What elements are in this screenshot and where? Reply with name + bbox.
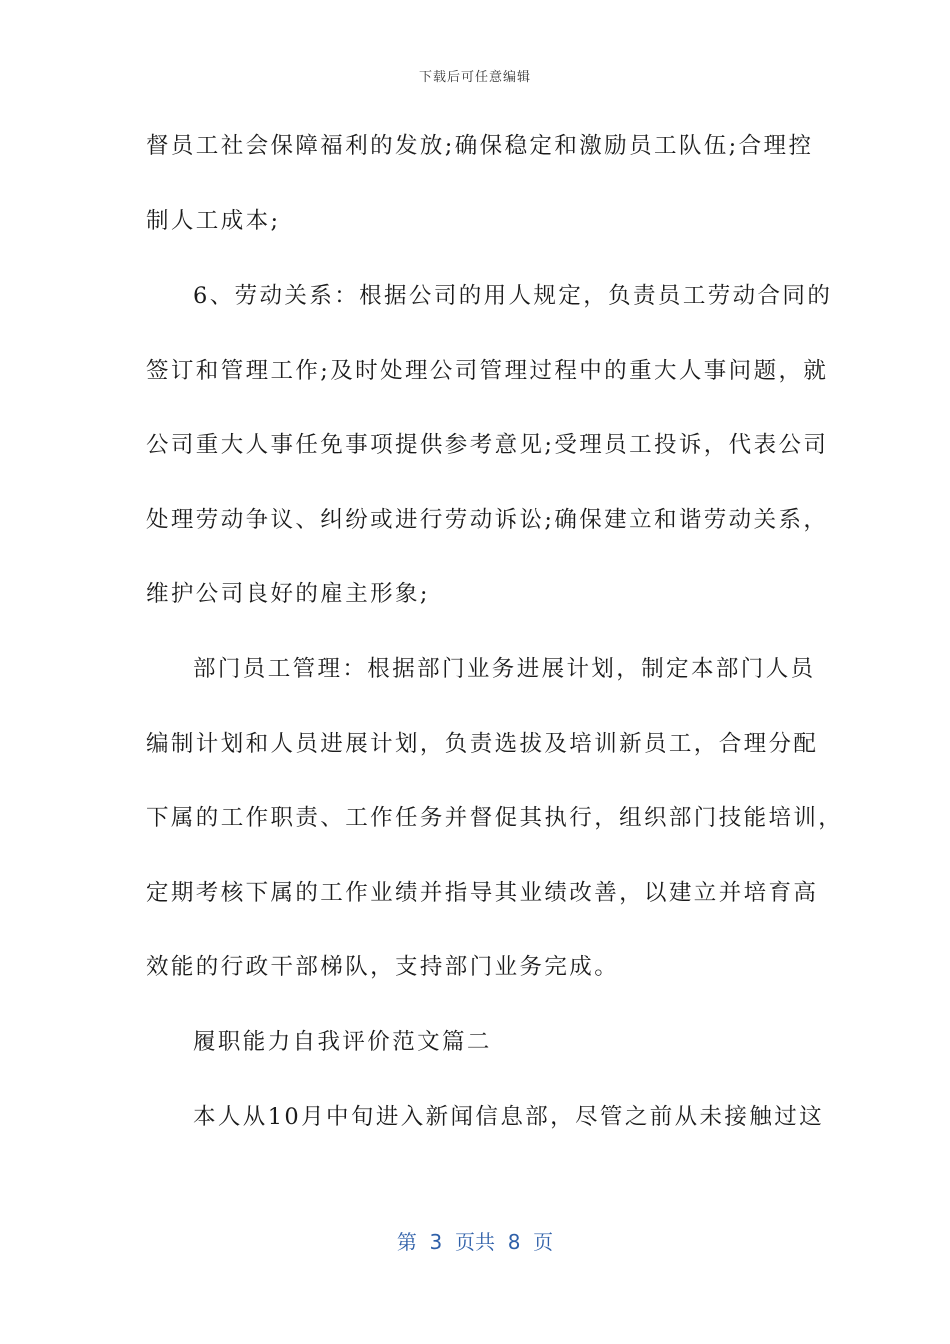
text-line: 本人从10月中旬进入新闻信息部，尽管之前从未接触过这 bbox=[193, 1104, 825, 1130]
text-line: 编制计划和人员进展计划，负责选拔及培训新员工，合理分配 bbox=[146, 731, 819, 757]
text-line: 督员工社会保障福利的发放;确保稳定和激励员工队伍;合理控 bbox=[146, 133, 814, 159]
text-line: 6、劳动关系：根据公司的用人规定，负责员工劳动合同的 bbox=[193, 283, 833, 309]
text-line: 下属的工作职责、工作任务并督促其执行，组织部门技能培训， bbox=[146, 805, 844, 831]
text-line: 处理劳动争议、纠纷或进行劳动诉讼;确保建立和谐劳动关系， bbox=[146, 507, 829, 533]
text-line: 维护公司良好的雇主形象; bbox=[146, 581, 430, 607]
section-heading: 履职能力自我评价范文篇二 bbox=[193, 1029, 492, 1055]
text-line: 公司重大人事任免事项提供参考意见;受理员工投诉，代表公司 bbox=[146, 432, 829, 458]
text-line: 签订和管理工作;及时处理公司管理过程中的重大人事问题，就 bbox=[146, 358, 829, 384]
page-number-footer: 第 3 页共 8 页 bbox=[396, 1230, 554, 1254]
text-line: 效能的行政干部梯队，支持部门业务完成。 bbox=[146, 954, 620, 980]
text-line: 定期考核下属的工作业绩并指导其业绩改善，以建立并培育高 bbox=[146, 880, 819, 906]
page-header: 下载后可任意编辑 bbox=[418, 70, 531, 85]
text-line: 制人工成本; bbox=[146, 208, 281, 234]
text-line: 部门员工管理：根据部门业务进展计划，制定本部门人员 bbox=[193, 656, 816, 682]
